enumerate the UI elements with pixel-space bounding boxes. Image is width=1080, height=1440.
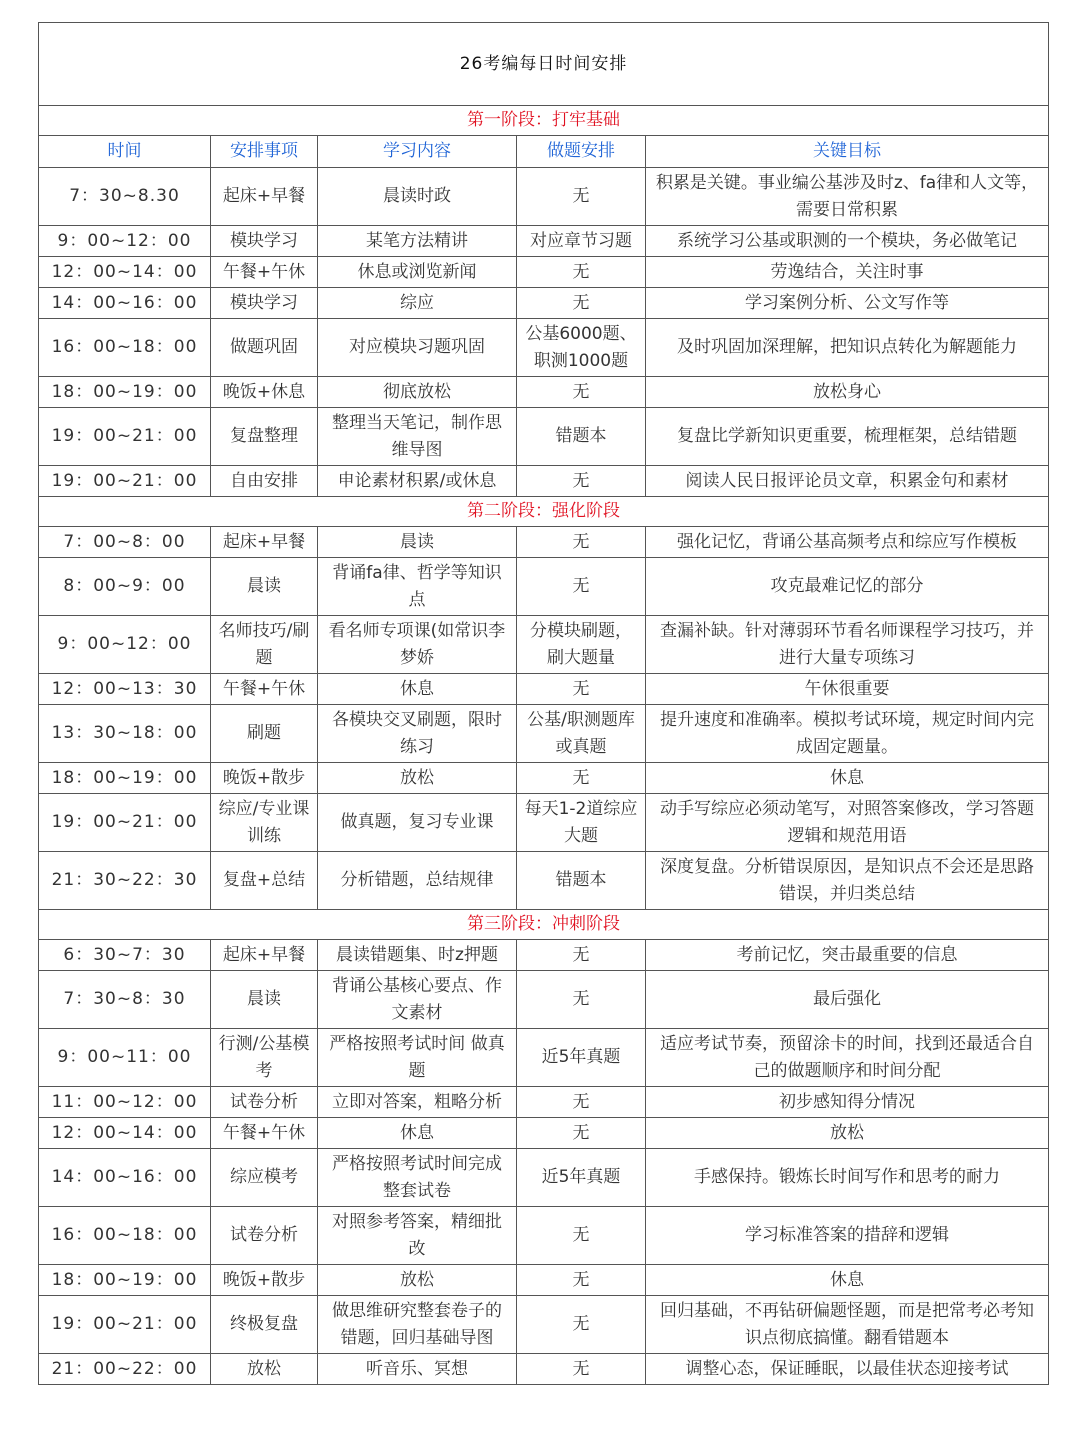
exercise-cell: 公基6000题、职测1000题 bbox=[517, 319, 646, 377]
time-cell: 18：00~19：00 bbox=[39, 377, 211, 408]
table-row bbox=[39, 705, 1049, 763]
time-cell: 6：30~7：30 bbox=[39, 940, 211, 971]
exercise-cell: 无 bbox=[517, 1354, 646, 1385]
table-row bbox=[39, 1029, 1049, 1087]
table-row bbox=[39, 319, 1049, 377]
item-cell: 自由安排 bbox=[211, 466, 318, 497]
content-cell: 背诵fa律、哲学等知识点 bbox=[318, 558, 517, 616]
item-cell: 试卷分析 bbox=[211, 1087, 318, 1118]
table-row bbox=[39, 226, 1049, 257]
time-cell: 19：00~21：00 bbox=[39, 408, 211, 466]
table-row bbox=[39, 1265, 1049, 1296]
table-row bbox=[39, 1207, 1049, 1265]
goal-cell: 午休很重要 bbox=[646, 674, 1049, 705]
column-header-exercise: 做题安排 bbox=[517, 136, 646, 168]
item-cell: 晚饭+散步 bbox=[211, 763, 318, 794]
item-cell: 放松 bbox=[211, 1354, 318, 1385]
exercise-cell: 无 bbox=[517, 466, 646, 497]
time-cell: 21：00~22：00 bbox=[39, 1354, 211, 1385]
time-cell: 7：00~8：00 bbox=[39, 527, 211, 558]
time-cell: 12：00~13：30 bbox=[39, 674, 211, 705]
goal-cell: 攻克最难记忆的部分 bbox=[646, 558, 1049, 616]
item-cell: 做题巩固 bbox=[211, 319, 318, 377]
table-row bbox=[39, 852, 1049, 910]
goal-cell: 提升速度和准确率。模拟考试环境，规定时间内完成固定题量。 bbox=[646, 705, 1049, 763]
item-cell: 起床+早餐 bbox=[211, 527, 318, 558]
stage-header-row bbox=[39, 497, 1049, 527]
exercise-cell: 公基/职测题库或真题 bbox=[517, 705, 646, 763]
item-cell: 综应/专业课训练 bbox=[211, 794, 318, 852]
goal-cell: 劳逸结合，关注时事 bbox=[646, 257, 1049, 288]
goal-cell: 放松身心 bbox=[646, 377, 1049, 408]
goal-cell: 回归基础，不再钻研偏题怪题，而是把常考必考知识点彻底搞懂。翻看错题本 bbox=[646, 1296, 1049, 1354]
table-row bbox=[39, 1149, 1049, 1207]
item-cell: 模块学习 bbox=[211, 226, 318, 257]
content-cell: 某笔方法精讲 bbox=[318, 226, 517, 257]
schedule-table bbox=[38, 22, 1049, 1385]
goal-cell: 调整心态，保证睡眠，以最佳状态迎接考试 bbox=[646, 1354, 1049, 1385]
content-cell: 晨读 bbox=[318, 527, 517, 558]
time-cell: 14：00~16：00 bbox=[39, 288, 211, 319]
column-header-row bbox=[39, 136, 1049, 168]
table-row bbox=[39, 558, 1049, 616]
schedule-sheet bbox=[38, 22, 1048, 1385]
item-cell: 晚饭+散步 bbox=[211, 1265, 318, 1296]
table-row bbox=[39, 1118, 1049, 1149]
exercise-cell: 无 bbox=[517, 674, 646, 705]
goal-cell: 休息 bbox=[646, 763, 1049, 794]
content-cell: 晨读时政 bbox=[318, 168, 517, 226]
exercise-cell: 无 bbox=[517, 1207, 646, 1265]
time-cell: 19：00~21：00 bbox=[39, 1296, 211, 1354]
exercise-cell: 无 bbox=[517, 1265, 646, 1296]
goal-cell: 系统学习公基或职测的一个模块，务必做笔记 bbox=[646, 226, 1049, 257]
item-cell: 午餐+午休 bbox=[211, 674, 318, 705]
exercise-cell: 每天1-2道综应大题 bbox=[517, 794, 646, 852]
content-cell: 休息或浏览新闻 bbox=[318, 257, 517, 288]
goal-cell: 手感保持。锻炼长时间写作和思考的耐力 bbox=[646, 1149, 1049, 1207]
exercise-cell: 无 bbox=[517, 763, 646, 794]
exercise-cell: 无 bbox=[517, 940, 646, 971]
content-cell: 分析错题，总结规律 bbox=[318, 852, 517, 910]
time-cell: 19：00~21：00 bbox=[39, 794, 211, 852]
goal-cell: 查漏补缺。针对薄弱环节看名师课程学习技巧，并进行大量专项练习 bbox=[646, 616, 1049, 674]
table-row bbox=[39, 763, 1049, 794]
item-cell: 名师技巧/刷题 bbox=[211, 616, 318, 674]
exercise-cell: 无 bbox=[517, 377, 646, 408]
time-cell: 18：00~19：00 bbox=[39, 1265, 211, 1296]
stage-title: 第三阶段：冲刺阶段 bbox=[39, 910, 1049, 940]
item-cell: 试卷分析 bbox=[211, 1207, 318, 1265]
time-cell: 8：00~9：00 bbox=[39, 558, 211, 616]
content-cell: 放松 bbox=[318, 1265, 517, 1296]
time-cell: 12：00~14：00 bbox=[39, 1118, 211, 1149]
content-cell: 立即对答案，粗略分析 bbox=[318, 1087, 517, 1118]
table-row bbox=[39, 971, 1049, 1029]
time-cell: 13：30~18：00 bbox=[39, 705, 211, 763]
goal-cell: 适应考试节奏，预留涂卡的时间，找到还最适合自己的做题顺序和时间分配 bbox=[646, 1029, 1049, 1087]
content-cell: 看名师专项课(如常识李梦娇 bbox=[318, 616, 517, 674]
time-cell: 12：00~14：00 bbox=[39, 257, 211, 288]
table-row bbox=[39, 527, 1049, 558]
table-row bbox=[39, 466, 1049, 497]
item-cell: 行测/公基模考 bbox=[211, 1029, 318, 1087]
content-cell: 休息 bbox=[318, 1118, 517, 1149]
exercise-cell: 无 bbox=[517, 1296, 646, 1354]
time-cell: 11：00~12：00 bbox=[39, 1087, 211, 1118]
content-cell: 背诵公基核心要点、作文素材 bbox=[318, 971, 517, 1029]
content-cell: 整理当天笔记，制作思维导图 bbox=[318, 408, 517, 466]
goal-cell: 强化记忆，背诵公基高频考点和综应写作模板 bbox=[646, 527, 1049, 558]
exercise-cell: 无 bbox=[517, 558, 646, 616]
stage-header-row bbox=[39, 106, 1049, 136]
content-cell: 严格按照考试时间 做真题 bbox=[318, 1029, 517, 1087]
content-cell: 放松 bbox=[318, 763, 517, 794]
goal-cell: 复盘比学新知识更重要，梳理框架，总结错题 bbox=[646, 408, 1049, 466]
time-cell: 14：00~16：00 bbox=[39, 1149, 211, 1207]
table-row bbox=[39, 168, 1049, 226]
exercise-cell: 分模块刷题，刷大题量 bbox=[517, 616, 646, 674]
exercise-cell: 近5年真题 bbox=[517, 1029, 646, 1087]
goal-cell: 深度复盘。分析错误原因，是知识点不会还是思路错误，并归类总结 bbox=[646, 852, 1049, 910]
exercise-cell: 错题本 bbox=[517, 852, 646, 910]
exercise-cell: 近5年真题 bbox=[517, 1149, 646, 1207]
time-cell: 9：00~12：00 bbox=[39, 616, 211, 674]
item-cell: 复盘整理 bbox=[211, 408, 318, 466]
content-cell: 休息 bbox=[318, 674, 517, 705]
time-cell: 7：30~8：30 bbox=[39, 971, 211, 1029]
content-cell: 做真题，复习专业课 bbox=[318, 794, 517, 852]
goal-cell: 最后强化 bbox=[646, 971, 1049, 1029]
content-cell: 做思维研究整套卷子的错题，回归基础导图 bbox=[318, 1296, 517, 1354]
content-cell: 对照参考答案，精细批改 bbox=[318, 1207, 517, 1265]
content-cell: 严格按照考试时间完成整套试卷 bbox=[318, 1149, 517, 1207]
time-cell: 9：00~12：00 bbox=[39, 226, 211, 257]
table-row bbox=[39, 377, 1049, 408]
table-row bbox=[39, 616, 1049, 674]
table-row bbox=[39, 408, 1049, 466]
goal-cell: 积累是关键。事业编公基涉及时z、fa律和人文等，需要日常积累 bbox=[646, 168, 1049, 226]
item-cell: 晨读 bbox=[211, 971, 318, 1029]
time-cell: 16：00~18：00 bbox=[39, 1207, 211, 1265]
exercise-cell: 无 bbox=[517, 527, 646, 558]
content-cell: 各模块交叉刷题，限时练习 bbox=[318, 705, 517, 763]
goal-cell: 初步感知得分情况 bbox=[646, 1087, 1049, 1118]
table-row bbox=[39, 794, 1049, 852]
content-cell: 对应模块习题巩固 bbox=[318, 319, 517, 377]
goal-cell: 学习标准答案的措辞和逻辑 bbox=[646, 1207, 1049, 1265]
exercise-cell: 无 bbox=[517, 288, 646, 319]
item-cell: 复盘+总结 bbox=[211, 852, 318, 910]
table-row bbox=[39, 940, 1049, 971]
item-cell: 起床+早餐 bbox=[211, 168, 318, 226]
column-header-content: 学习内容 bbox=[318, 136, 517, 168]
item-cell: 刷题 bbox=[211, 705, 318, 763]
goal-cell: 休息 bbox=[646, 1265, 1049, 1296]
item-cell: 起床+早餐 bbox=[211, 940, 318, 971]
item-cell: 终极复盘 bbox=[211, 1296, 318, 1354]
exercise-cell: 无 bbox=[517, 168, 646, 226]
goal-cell: 及时巩固加深理解，把知识点转化为解题能力 bbox=[646, 319, 1049, 377]
content-cell: 晨读错题集、时z押题 bbox=[318, 940, 517, 971]
table-row bbox=[39, 257, 1049, 288]
item-cell: 午餐+午休 bbox=[211, 257, 318, 288]
exercise-cell: 无 bbox=[517, 1087, 646, 1118]
table-row bbox=[39, 674, 1049, 705]
goal-cell: 放松 bbox=[646, 1118, 1049, 1149]
time-cell: 18：00~19：00 bbox=[39, 763, 211, 794]
time-cell: 9：00~11：00 bbox=[39, 1029, 211, 1087]
table-row bbox=[39, 1354, 1049, 1385]
item-cell: 午餐+午休 bbox=[211, 1118, 318, 1149]
exercise-cell: 错题本 bbox=[517, 408, 646, 466]
stage-header-row bbox=[39, 910, 1049, 940]
goal-cell: 学习案例分析、公文写作等 bbox=[646, 288, 1049, 319]
column-header-goal: 关键目标 bbox=[646, 136, 1049, 168]
item-cell: 晨读 bbox=[211, 558, 318, 616]
stage-title: 第二阶段：强化阶段 bbox=[39, 497, 1049, 527]
content-cell: 综应 bbox=[318, 288, 517, 319]
item-cell: 模块学习 bbox=[211, 288, 318, 319]
table-row bbox=[39, 1087, 1049, 1118]
goal-cell: 阅读人民日报评论员文章，积累金句和素材 bbox=[646, 466, 1049, 497]
column-header-time: 时间 bbox=[39, 136, 211, 168]
exercise-cell: 对应章节习题 bbox=[517, 226, 646, 257]
content-cell: 申论素材积累/或休息 bbox=[318, 466, 517, 497]
column-header-item: 安排事项 bbox=[211, 136, 318, 168]
content-cell: 听音乐、冥想 bbox=[318, 1354, 517, 1385]
content-cell: 彻底放松 bbox=[318, 377, 517, 408]
page-title: 26考编每日时间安排 bbox=[39, 23, 1049, 106]
item-cell: 晚饭+休息 bbox=[211, 377, 318, 408]
stage-title: 第一阶段：打牢基础 bbox=[39, 106, 1049, 136]
exercise-cell: 无 bbox=[517, 257, 646, 288]
time-cell: 16：00~18：00 bbox=[39, 319, 211, 377]
exercise-cell: 无 bbox=[517, 1118, 646, 1149]
goal-cell: 考前记忆，突击最重要的信息 bbox=[646, 940, 1049, 971]
table-row bbox=[39, 288, 1049, 319]
item-cell: 综应模考 bbox=[211, 1149, 318, 1207]
goal-cell: 动手写综应必须动笔写，对照答案修改，学习答题逻辑和规范用语 bbox=[646, 794, 1049, 852]
time-cell: 19：00~21：00 bbox=[39, 466, 211, 497]
exercise-cell: 无 bbox=[517, 971, 646, 1029]
time-cell: 7：30~8.30 bbox=[39, 168, 211, 226]
time-cell: 21：30~22：30 bbox=[39, 852, 211, 910]
table-row bbox=[39, 1296, 1049, 1354]
